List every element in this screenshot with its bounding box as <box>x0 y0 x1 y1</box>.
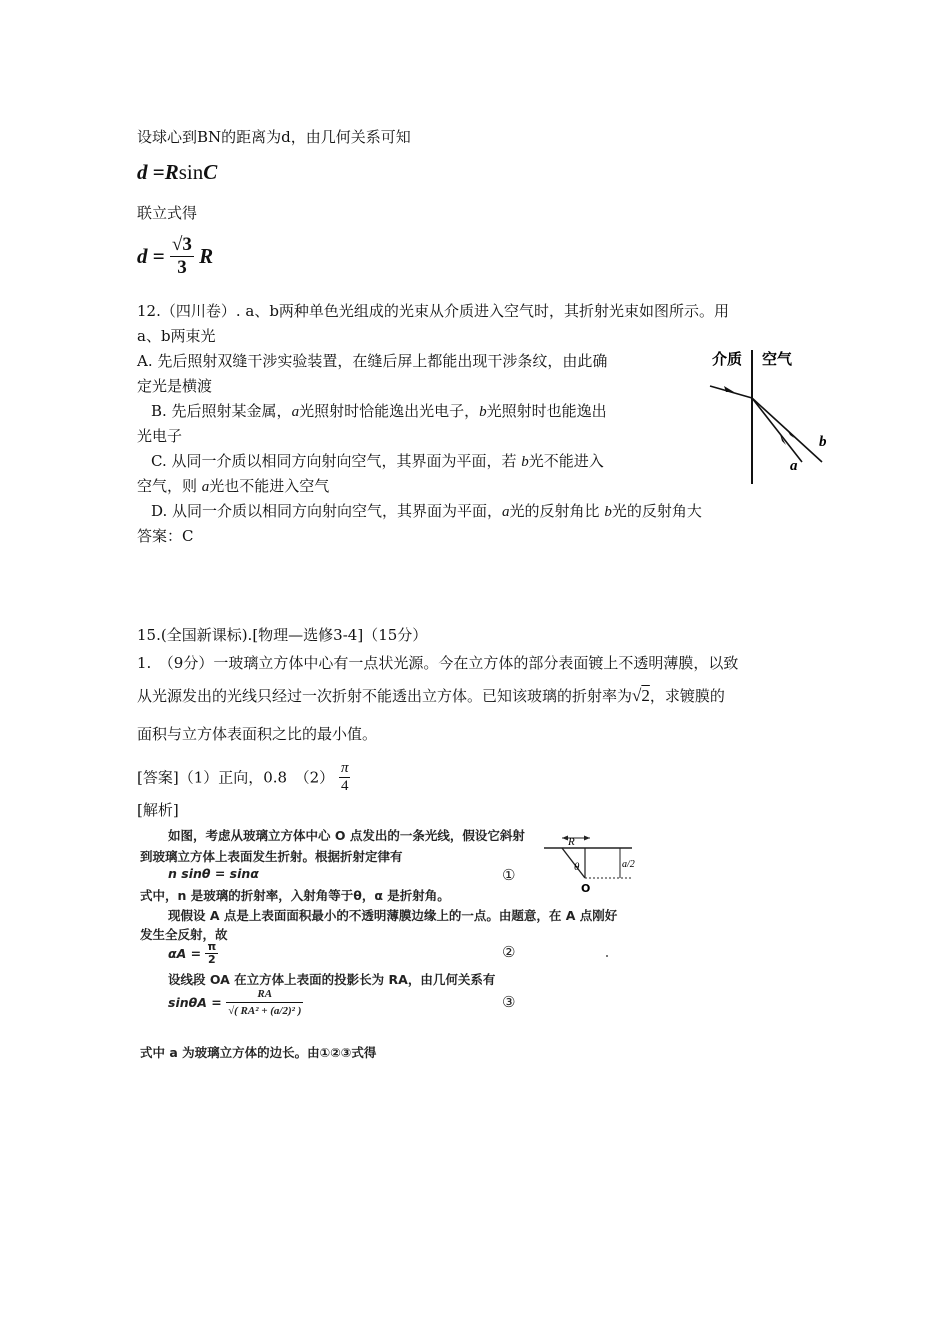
q12-option-c-line2 <box>137 476 329 497</box>
q12-option-c-line1 <box>151 451 604 472</box>
text: 光的反射角比 <box>509 502 605 520</box>
var-b: b <box>604 504 612 520</box>
fraction-numerator: RA <box>226 986 303 1003</box>
q15-header: 15.(全国新课标).[物理—选修3-4]（15分） <box>137 626 428 644</box>
q12-stem-line1: 12.（四川卷）. a、b两种单色光组成的光束从介质进入空气时，其折射光束如图所示。用 <box>137 302 729 320</box>
scan-speck <box>606 955 608 957</box>
q15-paragraph-line2 <box>137 686 725 706</box>
text: 空气，则 <box>137 477 202 495</box>
figure-label-medium: 介质 <box>712 350 743 368</box>
sqrt-symbol: √2 <box>632 686 650 705</box>
scan-equation-3 <box>168 986 303 1019</box>
q15-answer <box>137 760 350 795</box>
equation-marker-2: ② <box>502 943 516 961</box>
ray-a <box>752 398 802 462</box>
fraction-numerator: π <box>207 940 217 953</box>
fraction-denominator: √( RA² + (a/2)² ) <box>228 1005 302 1017</box>
sqrt-radicand: 2 <box>641 686 650 705</box>
equation-d-sqrt3-r <box>137 234 213 279</box>
fraction <box>226 986 303 1019</box>
cube-geometry-figure <box>540 830 640 894</box>
text: 光照射时也能逸出 <box>486 402 607 420</box>
scan-equation-2 <box>168 941 218 966</box>
equation-d-rsinc <box>137 160 217 185</box>
fraction-numerator: π <box>340 760 349 776</box>
fraction <box>170 234 194 279</box>
text: D. 从同一介质以相同方向射向空气，其界面为平面， <box>151 502 503 520</box>
text: [答案]（1）正向，0.8 （2） <box>137 768 335 787</box>
q12-option-d <box>151 501 702 522</box>
fraction-numerator: √3 <box>171 234 192 255</box>
fig-label-half-a: a/2 <box>622 859 635 870</box>
figure-label-b: b <box>819 434 827 450</box>
eq-symbol: C <box>203 160 218 184</box>
q15-paragraph-line1: 1. （9分）一玻璃立方体中心有一点状光源。今在立方体的部分表面镀上不透明薄膜，以致 <box>137 654 739 672</box>
q12-option-a-line1: A. 先后照射双缝干涉实验装置，在缝后屏上都能出现干涉条纹，由此确 <box>137 352 608 370</box>
q12-option-a-line2: 定光是横渡 <box>137 377 213 395</box>
fraction-denominator: 4 <box>340 778 349 794</box>
scan-line-3: 式中，n 是玻璃的折射率，入射角等于θ，α 是折射角。 <box>140 888 450 903</box>
scan-line-1: 如图，考虑从玻璃立方体中心 O 点发出的一条光线，假设它斜射 <box>168 828 525 843</box>
var-b: b <box>479 404 487 420</box>
scan-line-4: 现假设 A 点是上表面面积最小的不透明薄膜边缘上的一点。由题意，在 A 点刚好 <box>168 908 618 923</box>
text: B. 先后照射某金属， <box>151 402 292 420</box>
text: 光照射时恰能逸出光电子， <box>299 402 480 420</box>
var-a: a <box>291 404 300 420</box>
equation-marker-3: ③ <box>502 993 516 1011</box>
eq-symbol: d <box>137 160 148 184</box>
text: 光不能进入 <box>528 452 604 470</box>
eq-symbol: sin <box>178 160 204 184</box>
fig-label-r: R <box>568 836 575 848</box>
text: ，求镀膜的 <box>649 687 725 705</box>
text-line-distance: 设球心到BN的距离为d，由几何关系可知 <box>137 128 411 146</box>
var-a: a <box>201 479 210 495</box>
text: C. 从同一介质以相同方向射向空气，其界面为平面，若 <box>151 452 522 470</box>
text-line-combine: 联立式得 <box>137 204 198 222</box>
eq-symbol: = <box>152 160 165 184</box>
eq-symbol: = <box>152 244 165 268</box>
var-a: a <box>502 504 510 520</box>
text: 从光源发出的光线只经过一次折射不能透出立方体。已知该玻璃的折射率为 <box>137 687 633 705</box>
eq-symbol: d <box>137 244 148 268</box>
fraction-pi-over-4 <box>339 760 351 795</box>
text: sinθA = <box>168 995 222 1010</box>
text: 光的反射角大 <box>611 502 702 520</box>
scan-equation-1: n sinθ = sinα <box>168 866 259 881</box>
equation-marker-1: ① <box>502 866 516 884</box>
scan-line-5: 发生全反射，故 <box>140 927 228 942</box>
fraction-denominator: 3 <box>177 257 187 278</box>
eq-symbol: R <box>164 160 179 184</box>
scan-line-7: 式中 a 为玻璃立方体的边长。由①②③式得 <box>140 1045 377 1060</box>
figure-label-a: a <box>790 458 798 474</box>
text: αA = <box>168 946 202 961</box>
q12-option-b-line1 <box>151 401 607 422</box>
scan-line-6: 设线段 OA 在立方体上表面的投影长为 RA，由几何关系有 <box>168 972 496 987</box>
fraction <box>205 941 218 966</box>
eq-symbol: R <box>199 244 214 268</box>
q12-option-b-line2: 光电子 <box>137 427 183 445</box>
q12-answer: 答案：C <box>137 527 194 545</box>
ray-b <box>752 398 822 462</box>
fraction-denominator: 2 <box>207 953 216 966</box>
text: 光也不能进入空气 <box>209 477 330 495</box>
refraction-figure <box>700 342 835 488</box>
scan-line-2: 到玻璃立方体上表面发生折射。根据折射定律有 <box>140 849 403 864</box>
arrowhead <box>584 836 590 841</box>
var-b: b <box>521 454 529 470</box>
fig-label-theta: θ <box>574 861 580 873</box>
q15-paragraph-line3: 面积与立方体表面积之比的最小值。 <box>137 725 378 743</box>
q12-stem-line2: a、b两束光 <box>137 327 216 345</box>
analysis-label: [解析] <box>137 801 179 819</box>
fig-label-o: O <box>581 882 591 894</box>
figure-label-air: 空气 <box>762 350 793 368</box>
